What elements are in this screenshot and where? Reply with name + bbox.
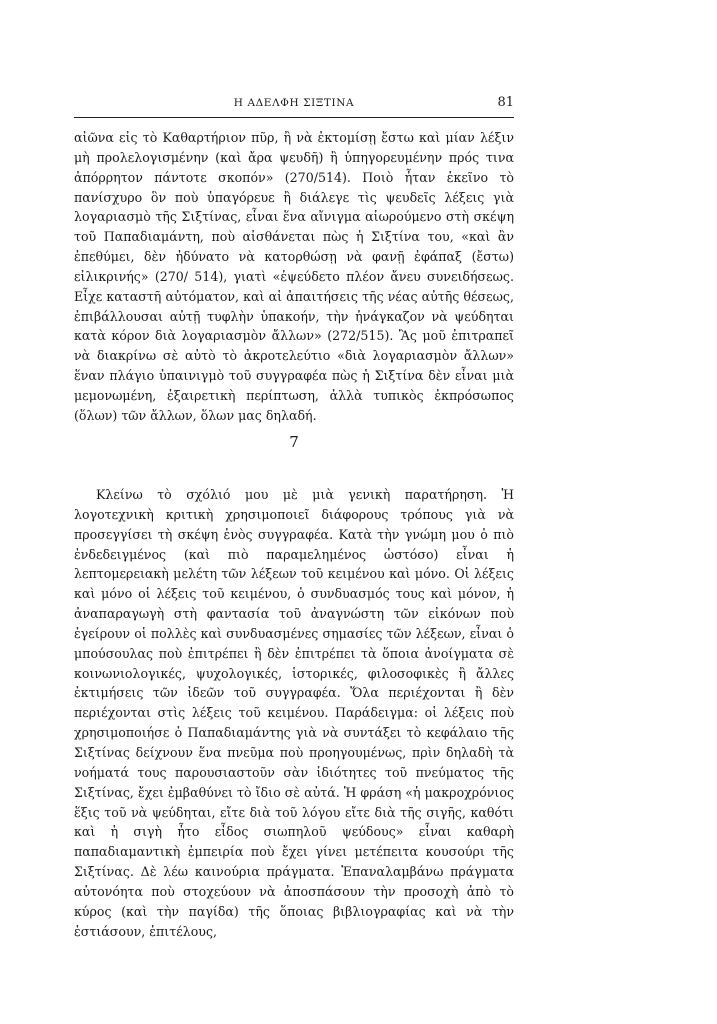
running-title: Η ΑΔΕΛΦΗ ΣΙΞΤΙΝΑ [233, 97, 355, 109]
section-number: 7 [289, 433, 299, 451]
paragraph: Κλείνω τὸ σχόλιό μου μὲ μιὰ γενικὴ παρατήρηση. Ἡ λογοτεχνικὴ κριτικὴ χρησιμοποιεῖ διάφορους τρόπους γιὰ νὰ προσεγγίσει τὴ σκέψη ἑνὸς συγγραφέα. Κατὰ τὴν γνώμη μου ὁ πιὸ ἐνδεδειγμένος (καὶ πιὸ παραμελημένος ὡστόσο) εἶναι ἡ λεπτομερειακὴ μελέτη τῶν λέξεων τοῦ κειμένου καὶ μόνο. Οἱ λέξεις καὶ μόνο οἱ λέξεις τοῦ κειμένου, ὁ συνδυασμός τους καὶ μόνον, ἡ ἀναπαραγωγὴ στὴ φαντασία τοῦ ἀναγνώστη τῶν εἰκόνων ποὺ ἐγείρουν οἱ πολλὲς καὶ συνδυασμένες σημασίες τῶν λέξεων, εἶναι ὁ μπούσουλας ποὺ ἐπιτρέπει ἢ δὲν ἐπιτρέπει τὰ ὅποια ἀνοίγματα σὲ κοινωνιολογικές, ψυχολογικές, ἱστορικές, φιλοσοφικὲς ἢ ἄλλες ἐκτιμήσεις τῶν ἰδεῶν τοῦ συγγραφέα. Ὅλα περιέχονται ἢ δὲν περιέχονται στὶς λέξεις τοῦ κειμένου. Παράδειγμα: οἱ λέξεις ποὺ χρησιμοποιήσε ὁ Παπαδιαμάντης γιὰ νὰ συντάξει τὸ κεφάλαιο τῆς Σιξτίνας δείχνουν ἕνα πνεῦμα ποὺ προηγουμένως, πρὶν δηλαδὴ τὰ νοήματά τους παρουσιαστοῦν σὰν ἰδιότητες τοῦ πνεύματος τῆς Σιξτίνας, ἔχει ἐμβαθύνει τὸ ἴδιο σὲ αὐτά. Ἡ φράση «ἡ μακροχρόνιος ἕξις τοῦ νὰ ψεύδηται, εἴτε διὰ τοῦ λόγου εἴτε διὰ τῆς σιγῆς, καθότι καὶ ἡ σιγὴ ἦτο εἶδος σιωπηλοῦ ψεύδους» εἶναι καθαρὴ παπαδιαμαντικὴ ἐμπειρία ποὺ ἔχει γίνει μετέπειτα κουσούρι τῆς Σιξτίνας. Δὲ λέω καινούρια πράγματα. Ἐπαναλαμβάνω πράγματα αὐτονόητα ποὺ στοχεύουν νὰ ἀποσπάσουν τὴν προσοχὴ ἀπὸ τὸ κύρος (καὶ τὴν παγίδα) τῆς ὅποιας βιβλιογραφίας καὶ νὰ τὴν ἑστιάσουν, ἐπιτέλους, [74, 487, 514, 939]
page-number: 81 [497, 95, 514, 110]
body-text-section [74, 485, 514, 941]
paragraph: αἰῶνα εἰς τὸ Καθαρτήριον πῦρ, ἢ νὰ ἐκτομίσῃ ἔστω καὶ μίαν λέξιν μὴ προλελογισμένην (καὶ ἄρα ψευδῆ) ἢ ὑπηγορευμένην πρός τινα ἀπόρρητον πάντοτε σκοπόν» (270/514). Ποιὸ ἦταν ἐκεῖνο τὸ πανίσχυρο ὃν ποὺ ὑπαγόρευε ἢ διάλεγε τὶς ψευδεῖς λέξεις γιὰ λογαριασμὸ τῆς Σιξτίνας, εἶναι ἕνα αἴνιγμα αἰωρούμενο στὴ σκέψη τοῦ Παπαδιαμάντη, ποὺ αἰσθάνεται πὼς ἡ Σιξτίνα του, «καὶ ἂν ἐπεθύμει, δὲν ἠδύνατο νὰ κατορθώσῃ νὰ φανῇ ἐφάπαξ (ἔστω) εἰλικρινής» (270/ 514), γιατὶ «ἐψεύδετο πλέον ἄνευ συνειδήσεως. Εἶχε καταστῆ αὐτόματον, καὶ αἱ ἀπαιτήσεις τῆς νέας αὐτῆς θέσεως, ἐπιβάλλουσαι αὐτῇ τυφλὴν ὑπακοήν, τὴν ἠνάγκαζον νὰ ψεύδηται κατὰ κόρον διὰ λογαριασμὸν ἄλλων» (272/515). Ἂς μοῦ ἐπιτραπεῖ νὰ διακρίνω σὲ αὐτὸ τὸ ἀκροτελεύτιο «διὰ λογαριασμὸν ἄλλων» ἕναν πλάγιο ὑπαινιγμὸ τοῦ συγγραφέα πὼς ἡ Σιξτίνα δὲν εἶναι μιὰ μεμονωμένη, ἐξαιρετικὴ περίπτωση, ἀλλὰ τυπικὸς ἐκπρόσωπος (ὅλων) τῶν ἄλλων, ὅλων μας δηλαδή. [74, 130, 514, 423]
running-header [74, 97, 514, 118]
body-text-top [74, 128, 514, 426]
